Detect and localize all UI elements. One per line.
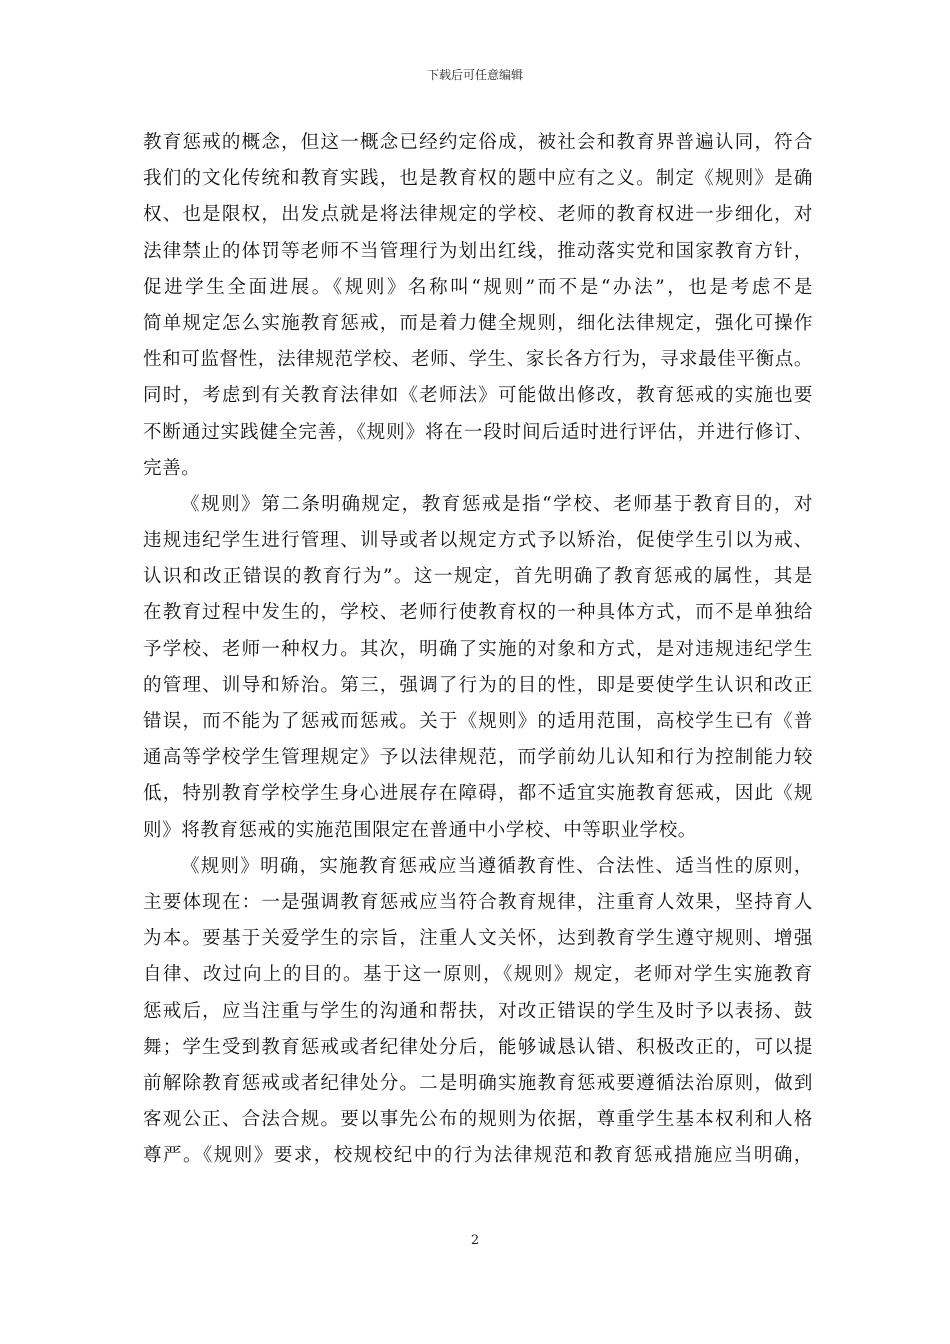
text-line: 权、也是限权，出发点就是将法律规定的学校、老师的教育权进一步细化，对 xyxy=(143,204,813,226)
text-line: 舞；学生受到教育惩戒或者纪律处分后，能够诚恳认错、积极改正的，可以提 xyxy=(143,1036,813,1058)
page-header: 下载后可任意编辑 xyxy=(426,68,523,82)
text-line: 主要体现在：一是强调教育惩戒应当符合教育规律，注重育人效果，坚持育人 xyxy=(143,891,813,913)
text-line: 的管理、训导和矫治。第三，强调了行为的目的性，即是要使学生认识和改正 xyxy=(143,674,813,696)
text-line: 客观公正、合法合规。要以事先公布的规则为依据，尊重学生基本权利和人格 xyxy=(143,1109,813,1131)
text-line: 违规违纪学生进行管理、训导或者以规定方式予以矫治，促使学生引以为戒、 xyxy=(143,530,813,552)
text-line: 在教育过程中发生的，学校、老师行使教育权的一种具体方式，而不是单独给 xyxy=(143,602,813,624)
text-line: 尊严。《规则》要求，校规校纪中的行为法律规范和教育惩戒措施应当明确， xyxy=(143,1145,813,1167)
text-line: 同时，考虑到有关教育法律如《老师法》可能做出修改，教育惩戒的实施也要 xyxy=(143,385,813,407)
text-line: 前解除教育惩戒或者纪律处分。二是明确实施教育惩戒要遵循法治原则，做到 xyxy=(143,1072,813,1094)
text-line: 通高等学校学生管理规定》予以法律规范，而学前幼儿认知和行为控制能力较 xyxy=(143,747,813,769)
text-line: 性和可监督性，法律规范学校、老师、学生、家长各方行为，寻求最佳平衡点。 xyxy=(143,349,813,371)
text-line: 不断通过实践健全完善，《规则》将在一段时间后适时进行评估，并进行修订、 xyxy=(143,421,813,443)
text-line: 促进学生全面进展。《规则》名称叫“规则”而不是“办法”，也是考虑不是 xyxy=(143,276,813,298)
text-line: 为本。要基于关爱学生的宗旨，注重人文关怀，达到教育学生遵守规则、增强 xyxy=(143,928,813,950)
body-text xyxy=(143,125,813,1174)
text-line: 《规则》第二条明确规定，教育惩戒是指“学校、老师基于教育目的，对 xyxy=(181,493,813,515)
text-line: 则》将教育惩戒的实施范围限定在普通中小学校、中等职业学校。 xyxy=(143,819,697,841)
text-line: 完善。 xyxy=(143,457,201,479)
text-line: 简单规定怎么实施教育惩戒，而是着力健全规则，细化法律规定，强化可操作 xyxy=(143,312,813,334)
text-line: 法律禁止的体罚等老师不当管理行为划出红线，推动落实党和国家教育方针， xyxy=(143,240,813,262)
text-line: 《规则》明确，实施教育惩戒应当遵循教育性、合法性、适当性的原则， xyxy=(181,855,813,877)
text-line: 惩戒后，应当注重与学生的沟通和帮扶，对改正错误的学生及时予以表扬、鼓 xyxy=(143,1000,813,1022)
text-line: 我们的文化传统和教育实践，也是教育权的题中应有之义。制定《规则》是确 xyxy=(143,168,813,190)
text-line: 低，特别教育学校学生身心进展存在障碍，都不适宜实施教育惩戒，因此《规 xyxy=(143,783,813,805)
page-number: 2 xyxy=(470,1233,480,1248)
text-line: 错误，而不能为了惩戒而惩戒。关于《规则》的适用范围，高校学生已有《普 xyxy=(143,711,813,732)
text-line: 自律、改过向上的目的。基于这一原则，《规则》规定，老师对学生实施教育 xyxy=(143,964,813,986)
text-line: 认识和改正错误的教育行为”。这一规定，首先明确了教育惩戒的属性，其是 xyxy=(143,566,813,588)
text-line: 教育惩戒的概念，但这一概念已经约定俗成，被社会和教育界普遍认同，符合 xyxy=(143,132,813,153)
text-line: 予学校、老师一种权力。其次，明确了实施的对象和方式，是对违规违纪学生 xyxy=(143,638,813,660)
